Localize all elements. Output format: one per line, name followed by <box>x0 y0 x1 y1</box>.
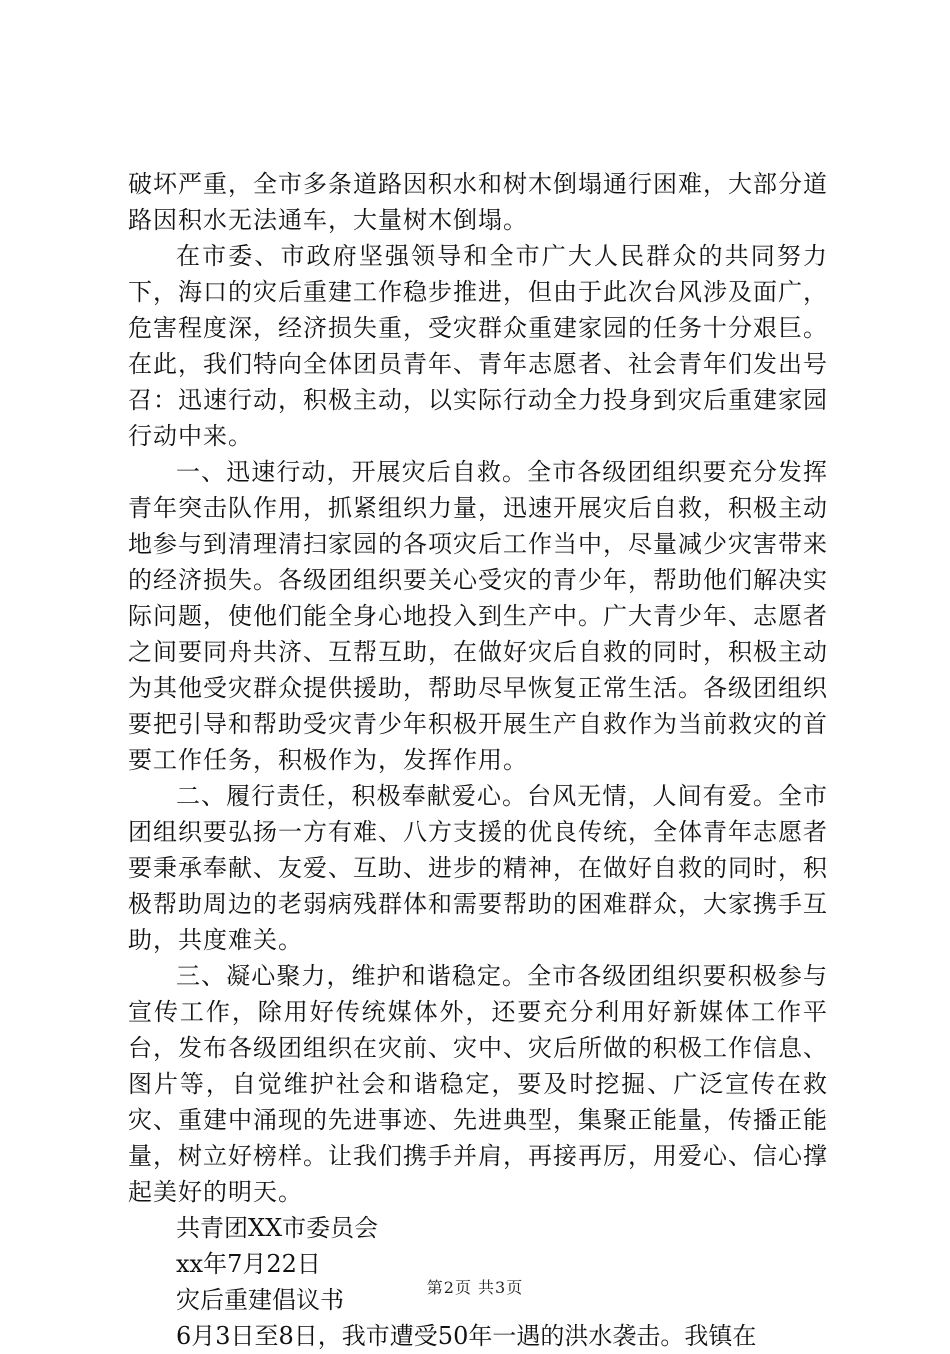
next-document-paragraph: 6月3日至8日，我市遭受50年一遇的洪水袭击。我镇在 <box>176 1322 757 1350</box>
signature-organization: 共青团XX市委员会 <box>176 1214 379 1242</box>
paragraph-call-to-action: 在市委、市政府坚强领导和全市广大人民群众的共同努力下，海口的灾后重建工作稳步推进，但由于此次台风涉及面广，危害程度深，经济损失重，受灾群众重建家园的任务十分艰巨。在此，我们特向全体团员青年、青年志愿者、社会青年们发出号召：迅速行动，积极主动，以实际行动全力投身到灾后重建家园行动中来。 <box>128 242 828 450</box>
next-document-title: 灾后重建倡议书 <box>176 1286 344 1314</box>
paragraph-point-one: 一、迅速行动，开展灾后自救。全市各级团组织要充分发挥青年突击队作用，抓紧组织力量，迅速开展灾后自救，积极主动地参与到清理清扫家园的各项灾后工作当中，尽量减少灾害带来的经济损失。各级团组织要关心受灾的青少年，帮助他们解决实际问题，使他们能全身心地投入到生产中。广大青少年、志愿者之间要同舟共济、互帮互助，在做好灾后自救的同时，积极主动为其他受灾群众提供援助，帮助尽早恢复正常生活。各级团组织要把引导和帮助受灾青少年积极开展生产自救作为当前救灾的首要工作任务，积极作为，发挥作用。 <box>128 458 828 774</box>
paragraph-point-two: 二、履行责任，积极奉献爱心。台风无情，人间有爱。全市团组织要弘扬一方有难、八方支援的优良传统，全体青年志愿者要秉承奉献、友爱、互助、进步的精神，在做好自救的同时，积极帮助周边的老弱病残群体和需要帮助的困难群众，大家携手互助，共度难关。 <box>128 782 828 954</box>
document-body <box>128 166 828 1354</box>
paragraph-point-three: 三、凝心聚力，维护和谐稳定。全市各级团组织要积极参与宣传工作，除用好传统媒体外，还要充分利用好新媒体工作平台，发布各级团组织在灾前、灾中、灾后所做的积极工作信息、图片等，自觉维护社会和谐稳定，要及时挖掘、广泛宣传在救灾、重建中涌现的先进事迹、先进典型，集聚正能量，传播正能量，树立好榜样。让我们携手并肩，再接再厉，用爱心、信心撑起美好的明天。 <box>128 962 828 1206</box>
page-number-footer: 第2页 共3页 <box>426 1278 524 1297</box>
signature-date: xx年7月22日 <box>176 1250 321 1278</box>
paragraph-continuation: 破坏严重，全市多条道路因积水和树木倒塌通行困难，大部分道路因积水无法通车，大量树木倒塌。 <box>128 170 828 234</box>
